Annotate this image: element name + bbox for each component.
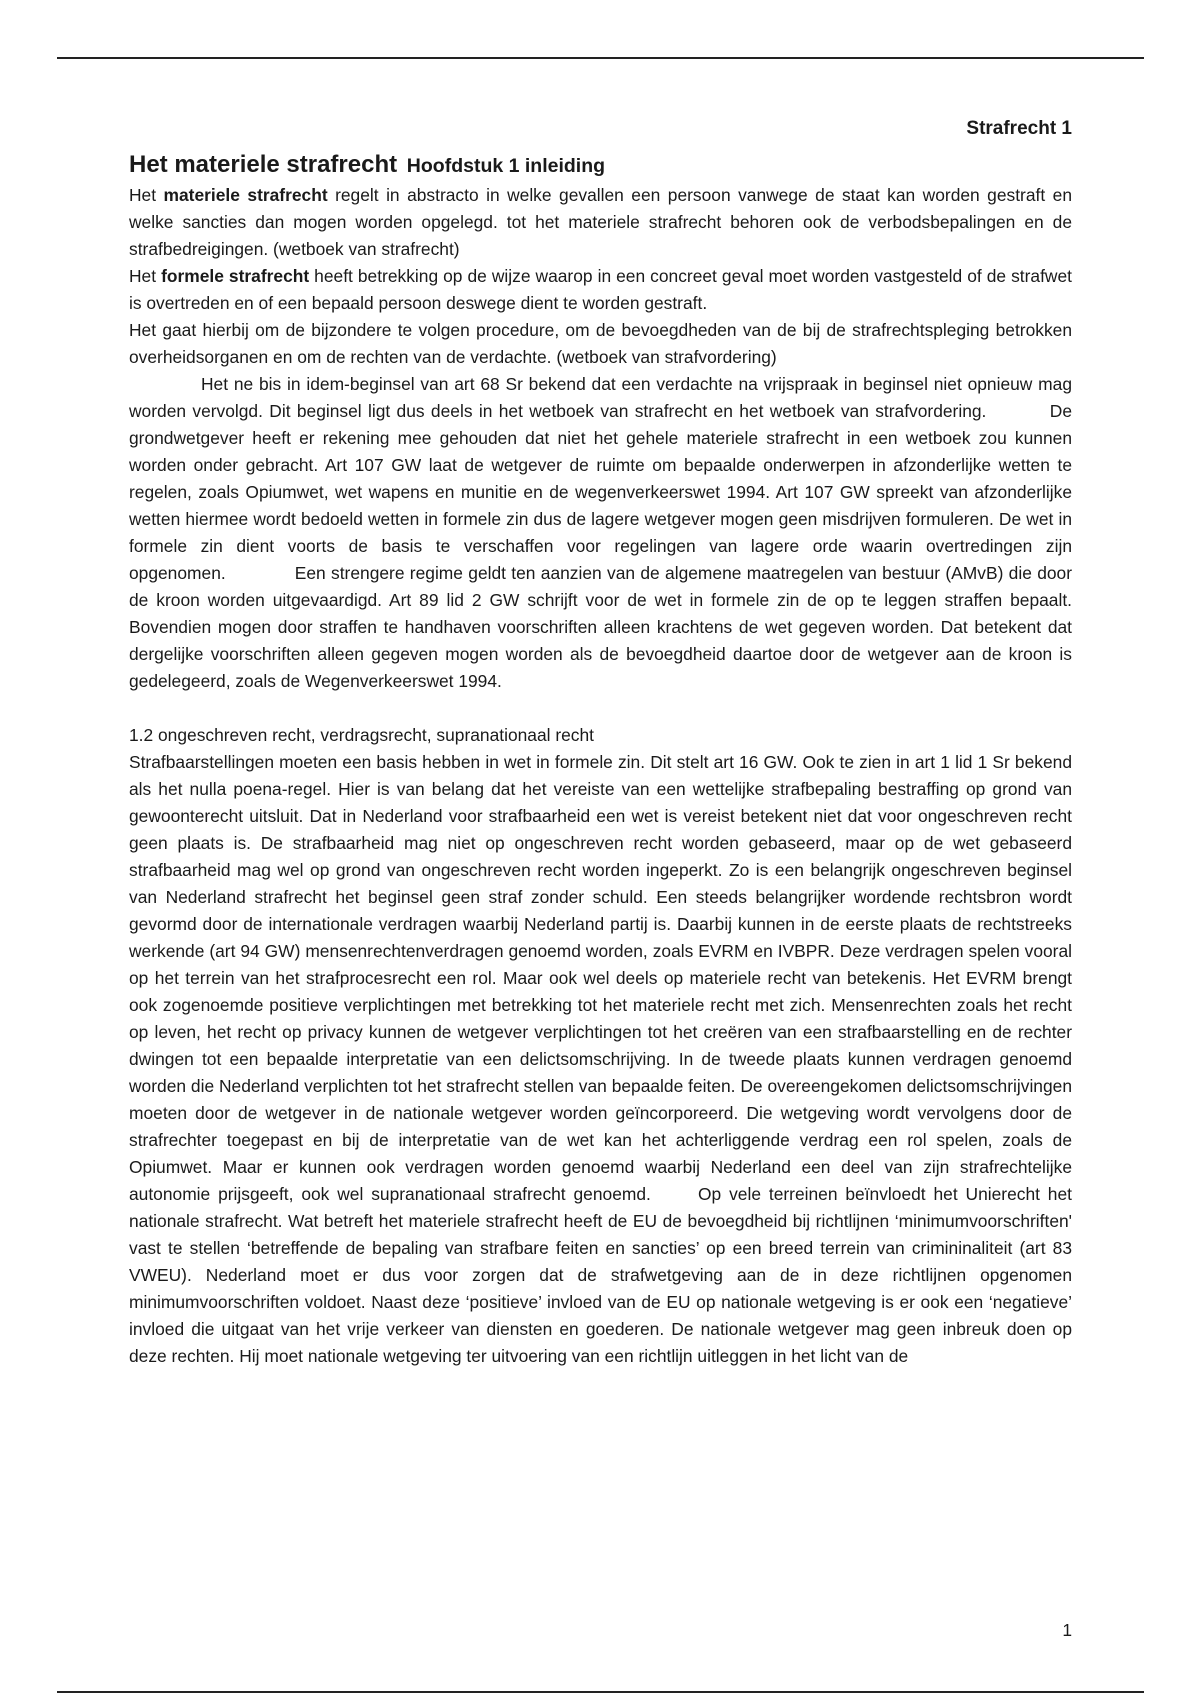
document-body	[129, 145, 1072, 1370]
paragraph-ne-bis-in-idem: Het ne bis in idem-beginsel van art 68 Sr bekend dat een verdachte na vrijspraak in beginsel niet opnieuw mag worden vervolgd. Dit beginsel ligt dus deels in het wetboek van strafrecht en het wetboek van strafvordering. De grondwetgever heeft er rekening mee gehouden dat niet het gehele materiele strafrecht in een wetboek zou kunnen worden onder gebracht. Art 107 GW laat de wetgever de ruimte om bepaalde onderwerpen in afzonderlijke wetten te regelen, zoals Opiumwet, wet wapens en munitie en de wegenverkeerswet 1994. Art 107 GW spreekt van afzonderlijke wetten hiermee wordt bedoeld wetten in formele zin dus de lagere wetgever mogen geen misdrijven formuleren. De wet in formele zin dient voorts de basis te verschaffen voor regelingen van lagere orde waarin overtredingen zijn opgenomen. Een strengere regime geldt ten aanzien van de algemene maatregelen van bestuur (AMvB) die door de kroon worden uitgevaardigd. Art 89 lid 2 GW schrijft voor de wet in formele zin de op te leggen straffen bepaalt. Bovendien mogen door straffen te handhaven voorschriften alleen krachtens de wet gegeven worden. Dat betekent dat dergelijke voorschriften alleen gegeven mogen worden als de bevoegdheid daartoe door de wetgever aan de kroon is gedelegeerd, zoals de Wegenverkeerswet 1994.	[129, 374, 1072, 691]
course-title: Strafrecht 1	[966, 118, 1072, 139]
spacer	[129, 695, 1072, 722]
term-formele-strafrecht: formele strafrecht	[161, 266, 310, 286]
title-main: Het materiele strafrecht	[129, 151, 398, 178]
p2-post: heeft betrekking op de wijze waarop in een concreet geval moet worden vastgesteld of de strafwet is overtreden en of een bepaald persoon deswege dient te worden gestraft.	[129, 266, 1072, 313]
p1-pre: Het	[129, 185, 164, 205]
p2-pre: Het	[129, 266, 162, 286]
paragraph-materieel	[129, 182, 1072, 263]
page-number: 1	[1062, 1620, 1072, 1640]
title-sub: Hoofdstuk 1 inleiding	[406, 155, 606, 177]
paragraph-formeel	[129, 263, 1072, 317]
bottom-rule	[57, 1691, 1144, 1693]
term-materiele-strafrecht: materiele strafrecht	[163, 185, 328, 205]
paragraph-ongeschreven-recht: Strafbaarstellingen moeten een basis hebben in wet in formele zin. Dit stelt art 16 GW. Ook te zien in art 1 lid 1 Sr bekend als het nulla poena-regel. Hier is van belang dat het vereiste van een wettelijke strafbepaling bestraffing op grond van gewoonterecht uitsluit. Dat in Nederland voor strafbaarheid een wet is vereist betekent niet dat voor ongeschreven recht geen plaats is. De strafbaarheid mag niet op ongeschreven recht worden gebaseerd, maar op de wet gebaseerd strafbaarheid mag wel op grond van ongeschreven recht worden ingeperkt. Zo is een belangrijk ongeschreven beginsel van Nederland strafrecht het beginsel geen straf zonder schuld. Een steeds belangrijker wordende rechtsbron wordt gevormd door de internationale verdragen waarbij Nederland partij is. Daarbij kunnen in de eerste plaats de rechtstreeks werkende (art 94 GW) mensenrechtenverdragen genoemd worden, zoals EVRM en IVBPR. Deze verdragen spelen vooral op het terrein van het strafprocesrecht een rol. Maar ook wel deels op materiele recht van betekenis. Het EVRM brengt ook zogenoemde positieve verplichtingen met betrekking tot het materiele recht met zich. Mensenrechten zoals het recht op leven, het recht op privacy kunnen de wetgever verplichtingen tot het creëren van een strafbaarstelling en de rechter dwingen tot een bepaalde interpretatie van een delictsomschrijving. In de tweede plaats kunnen verdragen genoemd worden die Nederland verplichten tot het strafrecht stellen van bepaalde feiten. De overeengekomen delictsomschrijvingen moeten door de wetgever in de nationale wetgever worden geïncorporeerd. Die wetgeving wordt vervolgens door de strafrechter toegepast en bij de interpretatie van de wet kan het achterliggende verdrag een rol spelen, zoals de Opiumwet. Maar er kunnen ook verdragen worden genoemd waarbij Nederland een deel van zijn strafrechtelijke autonomie prijsgeeft, ook wel supranationaal strafrecht genoemd. Op vele terreinen beïnvloedt het Unierecht het nationale strafrecht. Wat betreft het materiele strafrecht heeft de EU de bevoegdheid bij richtlijnen ‘minimumvoorschriften' vast te stellen ‘betreffende de bepaling van strafbare feiten en sancties’ op een breed terrein van crimininaliteit (art 83 VWEU). Nederland moet er dus voor zorgen dat de strafwetgeving aan de in deze richtlijnen opgenomen minimumvoorschriften voldoet. Naast deze ‘positieve’ invloed van de EU op nationale wetgeving is er ook een ‘negatieve’ invloed die uitgaat van het vrije verkeer van diensten en goederen. De nationale wetgever mag geen inbreuk doen op deze rechten. Hij moet nationale wetgeving ter uitvoering van een richtlijn uitleggen in het licht van de	[129, 752, 1072, 1366]
paragraph-procedure: Het gaat hierbij om de bijzondere te volgen procedure, om de bevoegdheden van de bij de strafrechtspleging betrokken overheidsorganen en om de rechten van de verdachte. (wetboek van strafvordering)	[129, 320, 1072, 367]
section-heading: 1.2 ongeschreven recht, verdragsrecht, supranationaal recht	[129, 725, 594, 745]
top-rule	[57, 57, 1144, 59]
p1-post: regelt in abstracto in welke gevallen een persoon vanwege de staat kan worden gestraft en welke sancties dan mogen worden opgelegd. tot het materiele strafrecht behoren ook de verbodsbepalingen en de strafbedreigingen. (wetboek van strafrecht)	[129, 185, 1072, 259]
page-title	[129, 145, 1072, 182]
